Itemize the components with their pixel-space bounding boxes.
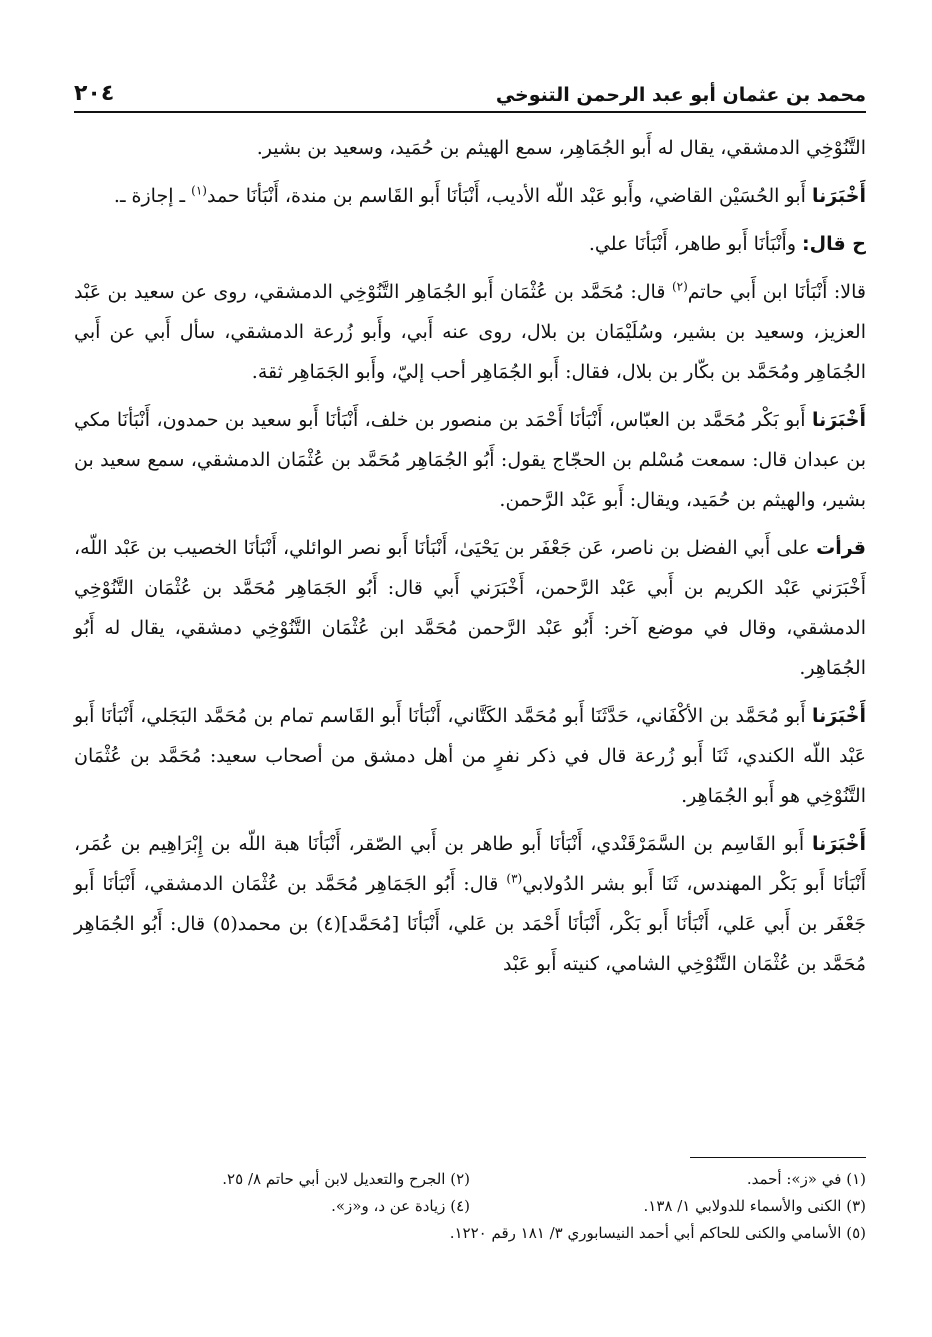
paragraph-lead: أَخْبَرَنا [811, 705, 866, 727]
footnote-ref: (١) [191, 183, 207, 198]
paragraph-text-cont: قال: أَبُو الجَمَاهِر مُحَمَّد بن عُثْمَان الدمشقي، أَنْبَأنَا أَبو جَعْفَر بن أَبي عَلي، أَنْبَأنَا أَبو بَكْر، أَنْبَأنَا أَحْمَد بن عَلي، أَنْبَأنَا [مُحَمَّد](٤) بن محمد(٥) قال: أَبُو الجُمَاهِر مُحَمَّد بن عُثْمَان التَّنُوْخِي الشامي، كنيته أَبو عَبْد [74, 873, 866, 975]
main-text [74, 128, 866, 992]
paragraph-lead: أَخْبَرَنا [811, 409, 866, 431]
footnote-row [74, 1166, 866, 1193]
footnote-number: (٥) [846, 1224, 866, 1242]
page-number: ٢٠٤ [74, 81, 115, 106]
footnote-number: (١) [846, 1170, 866, 1188]
paragraph-lead: ح قال: [802, 233, 866, 255]
paragraph [74, 128, 866, 168]
paragraph-text-cont: ـ إجازة ـ. [113, 185, 192, 207]
paragraph-text: أَبو مُحَمَّد بن الأكْفَاني، حَدَّثَنَا أَبو مُحَمَّد الكَتَّاني، أَنْبَأنَا أَبو القَاسم تمام بن مُحَمَّد البَجَلي، أَنْبَأنَا أَبو عَبْد اللّه الكندي، ثَنَا أَبو زُرعة قال في ذكر نفرٍ من أهل دمشق من أصحاب سعيد: مُحَمَّد بن عُثْمَان التَّنُوْخِي هو أَبو الجُمَاهِر. [74, 705, 866, 807]
footnote-text: الجرح والتعديل لابن أبي حاتم ٨/ ٢٥. [222, 1170, 446, 1188]
footnote-row [74, 1193, 866, 1220]
paragraph-text: وأَنْبَأنَا أَبو طاهر، أَنْبَأنَا علي. [588, 233, 803, 255]
footnote-row [74, 1220, 866, 1247]
footnote-rule [690, 1157, 866, 1158]
footnote-text: في «ز»: أحمد. [746, 1170, 842, 1188]
footnote [74, 1220, 866, 1247]
paragraph-text: قالا: أَنْبَأنَا ابن أَبي حاتم [687, 281, 866, 303]
paragraph-text: أَبو القَاسِم بن السَّمَرْقَنْدي، أَنْبَأنَا أَبو طاهر بن أَبي الصّقر، أَنْبَأنَا هبة اللّه بن إِبْرَاهِيم بن عُمَر، أَنْبَأنَا أَبو بَكْر المهندس، ثَنَا أَبو بشر الدُولابي [74, 833, 866, 895]
paragraph-text: التَّنُوْخِي الدمشقي، يقال له أَبو الجُمَاهِر، سمع الهيثم بن حُمَيد، وسعيد بن بشير. [256, 137, 866, 159]
footnote-ref: (٣) [506, 871, 523, 886]
footnote [470, 1166, 866, 1193]
paragraph [74, 224, 866, 264]
paragraph [74, 696, 866, 816]
footnote-text: زيادة عن د، و«ز». [331, 1197, 446, 1215]
paragraph [74, 528, 866, 688]
footnote-number: (٢) [450, 1170, 470, 1188]
footnote-text: الكنى والأسماء للدولابي ١/ ١٣٨. [643, 1197, 842, 1215]
header-title: محمد بن عثمان أبو عبد الرحمن التنوخي [495, 84, 866, 106]
footnote [470, 1193, 866, 1220]
footnote-text: الأسامي والكنى للحاكم أبي أحمد النيسابوري ٣/ ١٨١ رقم ١٢٢٠. [449, 1224, 842, 1242]
paragraph [74, 824, 866, 984]
paragraph [74, 400, 866, 520]
footnote [74, 1193, 470, 1220]
paragraph [74, 272, 866, 392]
paragraph [74, 176, 866, 216]
paragraph-text: أَبو الحُسَيْن القاضي، وأَبو عَبْد اللّه الأديب، أَنْبَأنَا أَبو القَاسم بن مندة، أَنْبَأنَا حمد [206, 185, 812, 207]
paragraph-text: على أَبي الفضل بن ناصر، عَن جَعْفَر بن يَحْيَىٰ، أَنْبَأنَا أَبو نصر الوائلي، أَنْبَأنَا الخصيب بن عَبْد اللّه، أَخْبَرَني عَبْد الكريم بن أَبي عَبْد الرَّحمن، أَخْبَرَني أَبي قال: أَبُو الجَمَاهِر مُحَمَّد بن عُثْمَان التَّنُوْخِي الدمشقي، وقال في موضع آخر: أَبُو عَبْد الرَّحمن مُحَمَّد ابن عُثْمَان التَّنُوْخِي دمشقي، يقال له أَبُو الجُمَاهِر. [74, 537, 866, 679]
paragraph-lead: أَخْبَرَنا [811, 833, 866, 855]
footnote-number: (٤) [450, 1197, 470, 1215]
paragraph-lead: أَخْبَرَنا [811, 185, 866, 207]
footnote-number: (٣) [846, 1197, 866, 1215]
footnotes [74, 1166, 866, 1247]
paragraph-text: أَبو بَكْر مُحَمَّد بن العبّاس، أَنْبَأنَا أَحْمَد بن منصور بن خلف، أَنْبَأنَا أَبو سعيد بن حمدون، أَنْبَأنَا مكي بن عبدان قال: سمعت مُسْلم بن الحجّاج يقول: أَبُو الجُمَاهِر مُحَمَّد بن عُثْمَان الدمشقي، سمع سعيد بن بشير، والهيثم بن حُمَيد، ويقال: أَبو عَبْد الرَّحمن. [74, 409, 866, 511]
footnote [74, 1166, 470, 1193]
footnote-ref: (٢) [671, 279, 688, 294]
paragraph-text-cont: قال: مُحَمَّد بن عُثْمَان أَبو الجُمَاهِر التَّنُوْخِي الدمشقي، روى عن سعيد بن عَبْد العزيز، وسعيد بن بشير، وسُلَيْمَان بن بلال، روى عنه أَبي، وأَبو زُرعة الدمشقي، سأل أَبي عن أَبي الجُمَاهِر ومُحَمَّد بن بكّار بن بلال، فقال: أَبو الجُمَاهِر أحب إليّ، وأَبو الجَمَاهِر ثقة. [74, 281, 866, 383]
paragraph-lead: قرأت [816, 537, 866, 559]
header-rule [74, 111, 866, 113]
running-header [74, 62, 866, 106]
